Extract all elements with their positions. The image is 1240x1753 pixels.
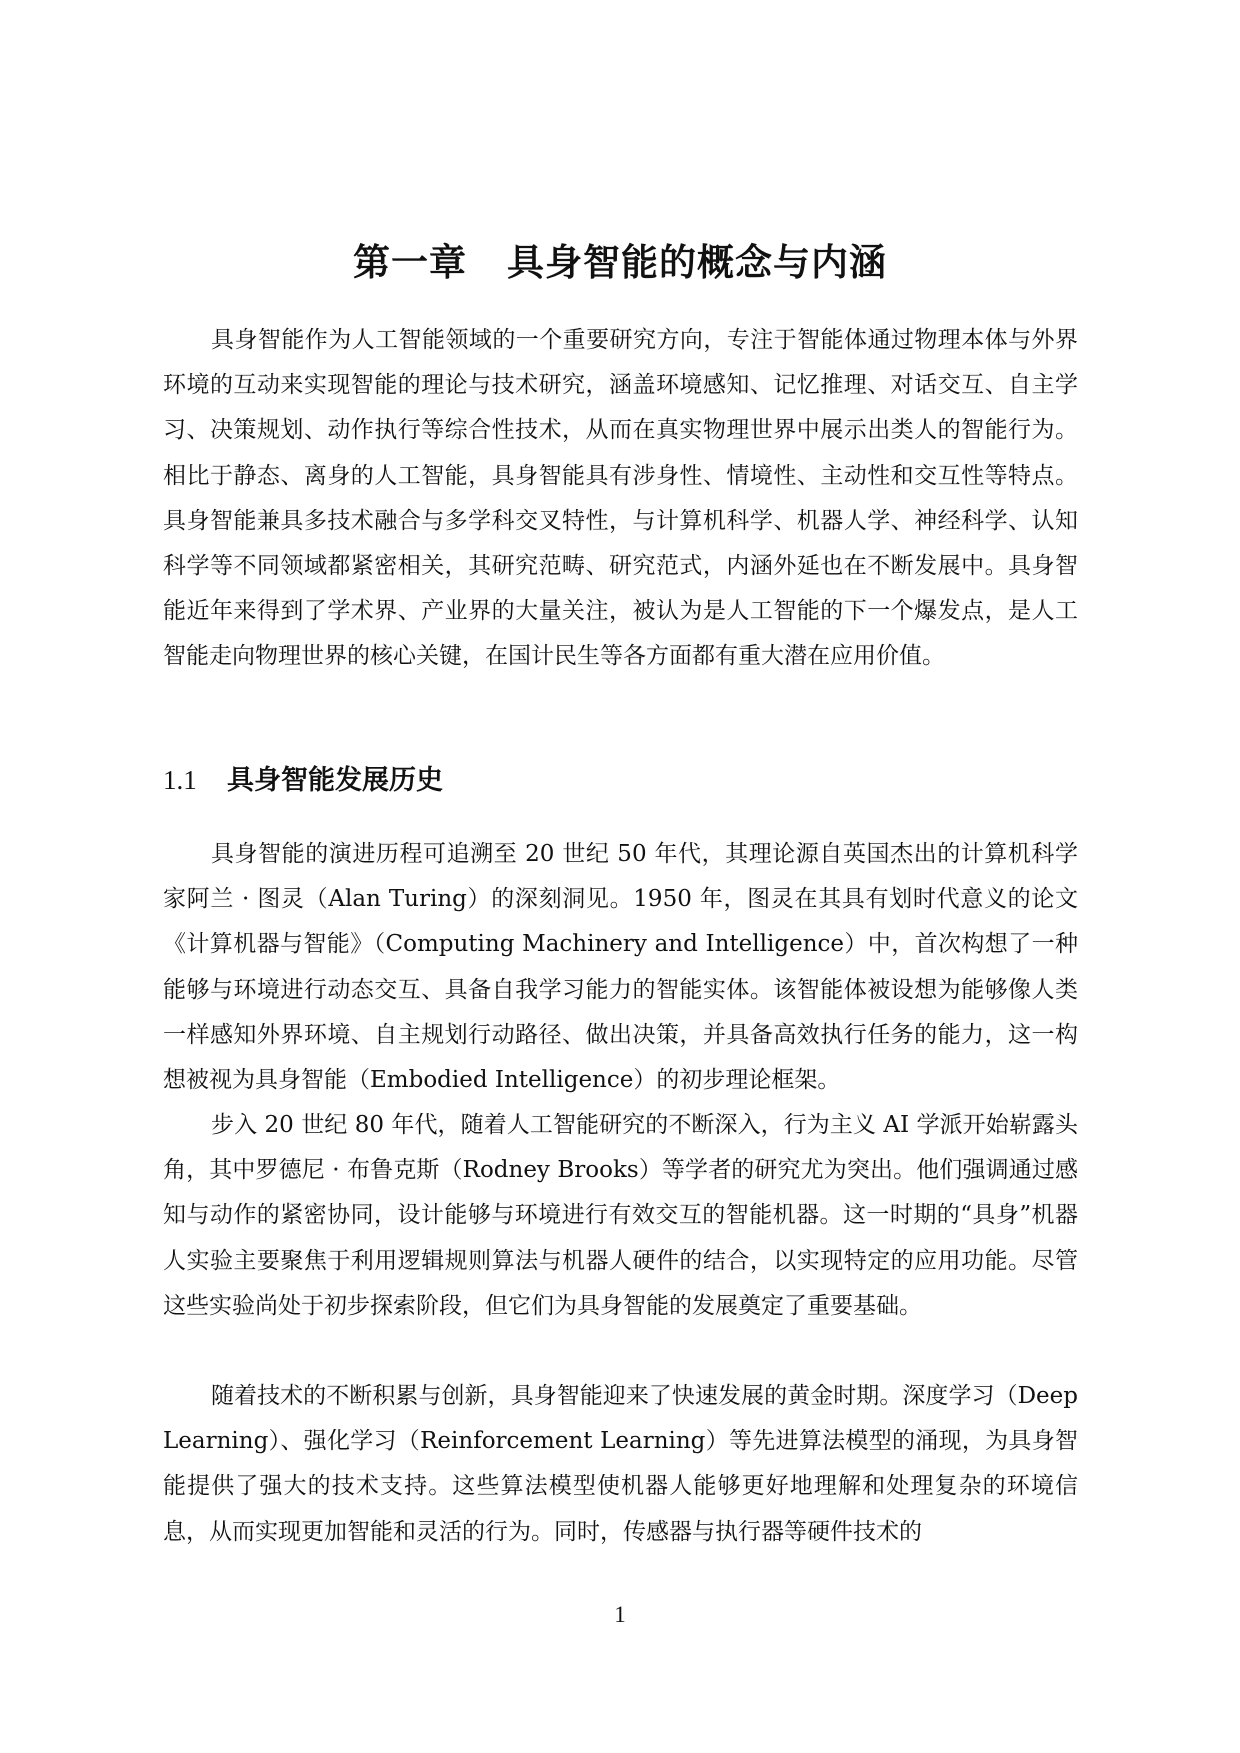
section-heading [163,758,443,797]
paragraph-deep-learning: 随着技术的不断积累与创新，具身智能迎来了快速发展的黄金时期。深度学习（Deep Learning）、强化学习（Reinforcement Learning）等先进算法模型的涌现，为具身智能提供了强大的技术支持。这些算法模型使机器人能够更好地理解和处理复杂的环境信息，从而实现更加智能和灵活的行为。同时，传感器与执行器等硬件技术的 [163,1383,1078,1545]
paragraph-behaviorism: 步入 20 世纪 80 年代，随着人工智能研究的不断深入，行为主义 AI 学派开始崭露头角，其中罗德尼 · 布鲁克斯（Rodney Brooks）等学者的研究尤为突出。他们强调通过感知与动作的紧密协同，设计能够与环境进行有效交互的智能机器。这一时期的“具身”机器人实验主要聚焦于利用逻辑规则算法与机器人硬件的结合，以实现特定的应用功能。尽管这些实验尚处于初步探索阶段，但它们为具身智能的发展奠定了重要基础。 [163,1112,1078,1319]
chapter-title [0,232,1240,286]
chapter-number-label: 第一章 [353,241,467,284]
section-title: 具身智能发展历史 [227,765,443,796]
page-number: 1 [614,1602,626,1627]
paragraph-turing: 具身智能的演进历程可追溯至 20 世纪 50 年代，其理论源自英国杰出的计算机科学家阿兰 · 图灵（Alan Turing）的深刻洞见。1950 年，图灵在其具有划时代意义的论文《计算机器与智能》（Computing Machinery and Intelligence）中，首次构想了一种能够与环境进行动态交互、具备自我学习能力的智能实体。该智能体被设想为能够像人类一样感知外界环境、自主规划行动路径、做出决策，并具备高效执行任务的能力，这一构想被视为具身智能（Embodied Intelligence）的初步理论框架。 [163,841,1078,1094]
section-number: 1.1 [163,765,197,795]
chapter-title-text: 具身智能的概念与内涵 [507,241,887,284]
intro-paragraph: 具身智能作为人工智能领域的一个重要研究方向，专注于智能体通过物理本体与外界环境的互动来实现智能的理论与技术研究，涵盖环境感知、记忆推理、对话交互、自主学习、决策规划、动作执行等综合性技术，从而在真实物理世界中展示出类人的智能行为。相比于静态、离身的人工智能，具身智能具有涉身性、情境性、主动性和交互性等特点。具身智能兼具多技术融合与多学科交叉特性，与计算机科学、机器人学、神经科学、认知科学等不同领域都紧密相关，其研究范畴、研究范式，内涵外延也在不断发展中。具身智能近年来得到了学术界、产业界的大量关注，被认为是人工智能的下一个爆发点，是人工智能走向物理世界的核心关键，在国计民生等各方面都有重大潜在应用价值。 [163,327,1078,670]
